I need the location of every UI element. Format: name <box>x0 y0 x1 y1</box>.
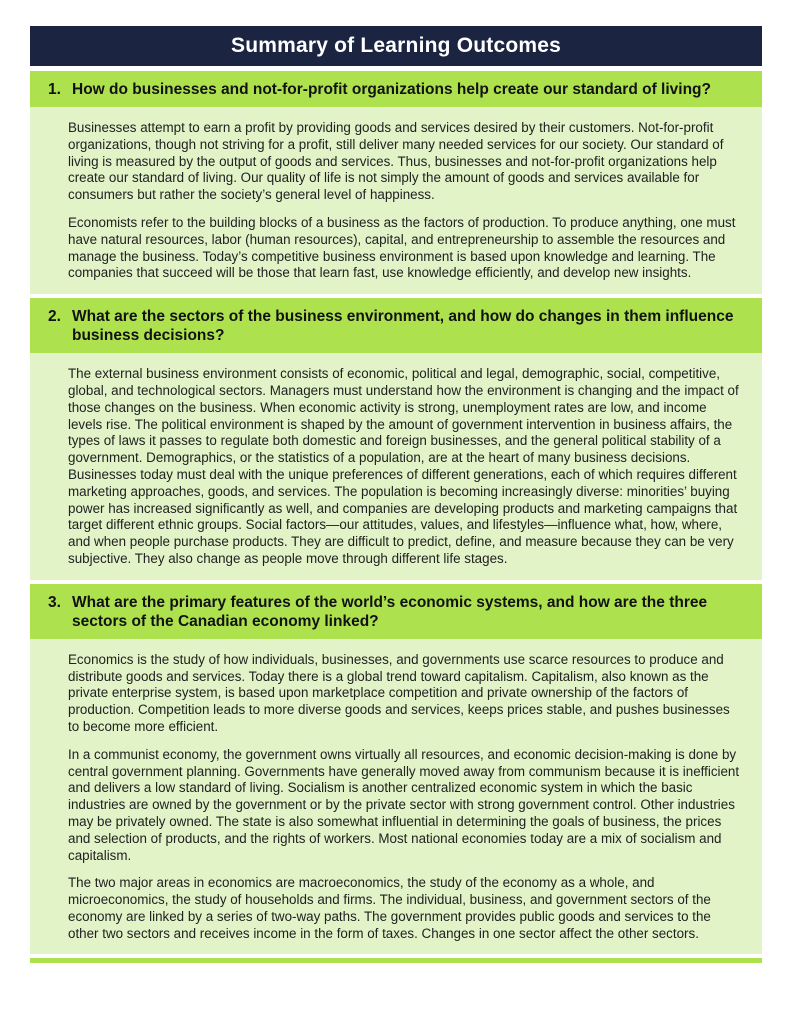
answer-3-paragraph-1: Economics is the study of how individuals, businesses, and governments use scarce resources to produce and distribute goods and services. Today there is a global trend toward capitalism. Capitalism, also known as the private enterprise system, is based upon marketplace competition and private ownership of the factors of production. Competition leads to more diverse goods and services, keeps prices stable, and pushes businesses to become more efficient. <box>68 651 730 734</box>
answer-3-paragraph-3: The two major areas in economics are macroeconomics, the study of the economy as a whole, and microeconomics, the study of households and firms. The individual, business, and government sectors of the economy are linked by a series of two-way paths. The government provides public goods and services to the other two sectors and receives income in the form of taxes. Changes in one sector affect the other sectors. <box>68 875 711 941</box>
question-1-bar <box>30 71 762 107</box>
question-3-text: What are the primary features of the world’s economic systems, and how are the three sectors of the Canadian economy linked? <box>72 593 708 630</box>
answer-3-panel <box>30 639 762 955</box>
question-3-number: 3. <box>48 593 61 611</box>
section-2 <box>30 298 762 580</box>
answer-2-paragraph-1: The external business environment consists of economic, political and legal, demographic, social, competitive, global, and technological sectors. Managers must understand how the environment is changing and the impact of those changes on the business. When economic activity is strong, unemployment rates are low, and income levels rise. The political environment is shaped by the amount of government intervention in business affairs, the types of laws it passes to regulate both domestic and foreign businesses, and the general political stability of a government. Demographics, or the statistics of a population, are at the heart of many business decisions. Businesses today must deal with the unique preferences of different generations, each of which requires different marketing approaches, goods, and services. The population is becoming increasingly diverse: minorities’ buying power has increased significantly as well, and companies are developing products and marketing campaigns that target different ethnic groups. Social factors—our attitudes, values, and lifestyles—influence what, how, where, and when people purchase products. They are difficult to predict, define, and measure because they can be very subjective. They also change as people move through different life stages. <box>68 366 739 566</box>
question-2-number: 2. <box>48 308 61 326</box>
answer-2-panel <box>30 353 762 580</box>
section-3 <box>30 584 762 955</box>
page-content <box>30 26 762 963</box>
answer-1-panel <box>30 107 762 294</box>
summary-header-bar <box>30 26 762 66</box>
section-1 <box>30 71 762 294</box>
question-1-text: How do businesses and not-for-profit organizations help create our standard of living? <box>72 81 711 98</box>
next-section-bar-partial <box>30 958 762 963</box>
question-2-bar <box>30 298 762 353</box>
question-3-bar <box>30 584 762 639</box>
page-title: Summary of Learning Outcomes <box>230 34 561 57</box>
answer-1-paragraph-2: Economists refer to the building blocks of a business as the factors of production. To produce anything, one must have natural resources, labor (human resources), capital, and entrepreneurship to assemble the resources and manage the business. Today’s competitive business environment is based upon knowledge and learning. The companies that succeed will be those that learn fast, use knowledge efficiently, and develop new insights. <box>68 214 736 281</box>
question-2-text: What are the sectors of the business environment, and how do changes in them influence business decisions? <box>72 308 734 345</box>
question-1-number: 1. <box>48 81 61 98</box>
answer-3-paragraph-2: In a communist economy, the government owns virtually all resources, and economic decision-making is done by central government planning. Governments have generally moved away from communism because it is inefficient and delivers a low standard of living. Socialism is another centralized economic system in which the basic industries are owned by the government or by the private sector with strong government control. Other industries may be privately owned. The state is also somewhat influential in determining the goals of business, the prices and selection of products, and the rights of workers. Most national economies today are a mix of socialism and capitalism. <box>68 746 740 863</box>
answer-1-paragraph-1: Businesses attempt to earn a profit by providing goods and services desired by their customers. Not-for-profit organizations, though not striving for a profit, still deliver many needed services for our society. Our standard of living is measured by the output of goods and services. Thus, businesses and not-for-profit organizations help create our standard of living. Our quality of life is not simply the amount of goods and services available for consumers but rather the society’s general level of happiness. <box>68 120 724 203</box>
